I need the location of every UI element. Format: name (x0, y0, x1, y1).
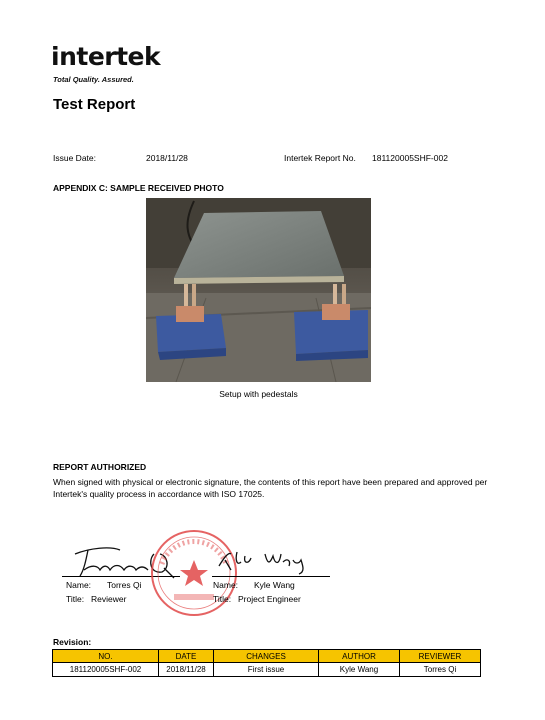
right-name-label: Name: (213, 580, 239, 590)
authorization-text: When signed with physical or electronic signature, the contents of this report have been prepared and approved per Intertek's quality process in accordance with ISO 17025. (53, 477, 488, 499)
left-title-value: Reviewer (91, 594, 127, 604)
column-header-author: AUTHOR (319, 650, 400, 663)
revision-label: Revision: (53, 637, 92, 647)
right-title-value: Project Engineer (238, 594, 301, 604)
left-title-label: Title: (66, 594, 85, 604)
column-header-changes: CHANGES (214, 650, 319, 663)
revision-header-row (53, 650, 481, 663)
cell-changes: First issue (214, 663, 319, 677)
page-title: Test Report (53, 96, 136, 113)
revision-table (52, 649, 481, 677)
cell-no: 181120005SHF-002 (53, 663, 159, 677)
column-header-no: NO. (53, 650, 159, 663)
report-no-value: 181120005SHF-002 (372, 153, 448, 163)
column-header-reviewer: REVIEWER (400, 650, 481, 663)
logo-tagline: Total Quality. Assured. (53, 75, 134, 84)
signature-right (215, 546, 315, 578)
report-authorized-heading: REPORT AUTHORIZED (53, 462, 147, 472)
report-no-label: Intertek Report No. (284, 153, 356, 163)
left-name-label: Name: (66, 580, 92, 590)
cell-date: 2018/11/28 (159, 663, 214, 677)
table-row (53, 663, 481, 677)
left-name-value: Torres Qi (107, 580, 142, 590)
issue-date-label: Issue Date: (53, 153, 96, 163)
issue-date-value: 2018/11/28 (146, 153, 188, 163)
sample-photo (146, 198, 371, 382)
intertek-logo: intertek (51, 42, 161, 71)
cell-author: Kyle Wang (319, 663, 400, 677)
column-header-date: DATE (159, 650, 214, 663)
right-name-value: Kyle Wang (254, 580, 295, 590)
cell-reviewer: Torres Qi (400, 663, 481, 677)
signature-line-right (212, 576, 330, 577)
photo-caption: Setup with pedestals (219, 389, 298, 399)
right-title-label: Title: (213, 594, 232, 604)
appendix-heading: APPENDIX C: SAMPLE RECEIVED PHOTO (53, 183, 224, 193)
